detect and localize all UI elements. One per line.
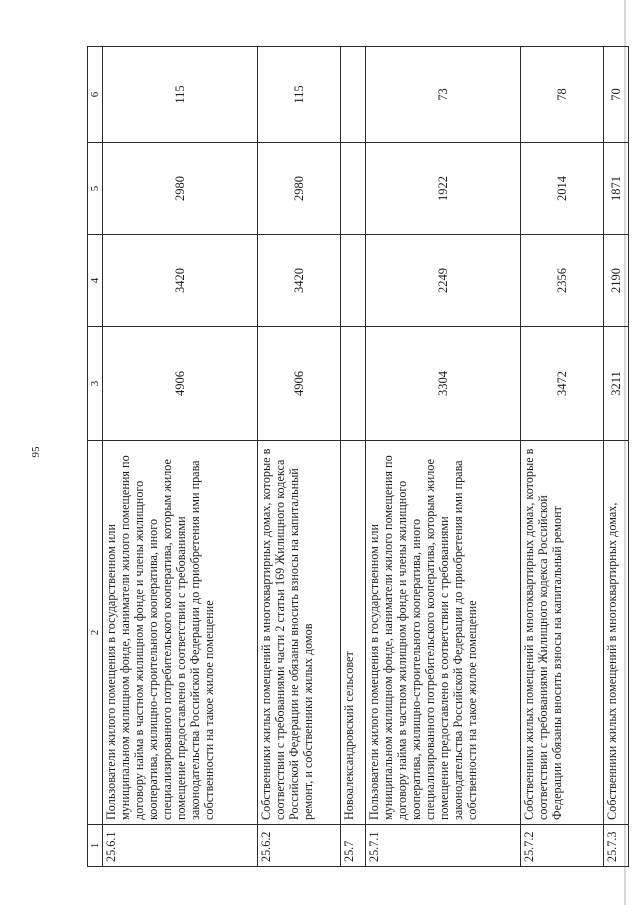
row-value-col5: 2014 <box>521 143 604 235</box>
section-title: Новоалександровский сельсовет <box>341 441 366 825</box>
row-value-col3: 4906 <box>258 327 341 441</box>
row-value-col3: 3304 <box>366 327 521 441</box>
row-description: Собственники жилых помещений в многоквартирных домах, которые в соответствии с требованиями части 2 статьи 169 Жилищного кодекса Российской Федерации не обязаны вносить взносы на капитальный ремонт, и собственники жилых домов <box>258 441 341 825</box>
table-row <box>103 47 258 867</box>
row-description: Пользователи жилого помещения в государственном или муниципальном жилищном фонде, наниматели жилого помещения по договору найма в частном жилищном фонде и члены жилищного кооператива, жилищно-строительного кооператива, иного специализированного потребительского кооператива, которым жилое помещение предоставлено в соответствии с требованиями законодательства Российской Федерации до приобретения ими права собственности на такое жилое помещение <box>103 441 258 825</box>
row-code: 25.7.1 <box>366 825 521 867</box>
row-description: Собственники жилых помещений в многоквартирных домах, <box>604 441 629 825</box>
header-cell-5: 5 <box>88 143 103 235</box>
row-value-col5: 2980 <box>103 143 258 235</box>
row-value-col6: 78 <box>521 47 604 143</box>
row-value-col5 <box>341 143 366 235</box>
row-value-col5: 1922 <box>366 143 521 235</box>
header-cell-4: 4 <box>88 235 103 327</box>
row-value-col5: 1871 <box>604 143 629 235</box>
row-description: Пользователи жилого помещения в государственном или муниципальном жилищном фонде, наниматели жилого помещения по договору найма в частном жилищном фонде и члены жилищного кооператива, жилищно-строительного кооператива, иного специализированного потребительского кооператива, которым жилое помещение предоставлено в соответствии с требованиями законодательства Российской Федерации до приобретения ими права собственности на такое жилое помещение <box>366 441 521 825</box>
section-row <box>341 47 366 867</box>
header-cell-3: 3 <box>88 327 103 441</box>
row-value-col4: 3420 <box>258 235 341 327</box>
header-cell-1: 1 <box>88 825 103 867</box>
row-value-col3: 3472 <box>521 327 604 441</box>
header-cell-2: 2 <box>88 441 103 825</box>
table-header-row <box>88 47 103 867</box>
row-code: 25.6.1 <box>103 825 258 867</box>
row-value-col3: 3211 <box>604 327 629 441</box>
tariff-table <box>87 46 629 867</box>
row-code: 25.7.3 <box>604 825 629 867</box>
row-value-col3: 4906 <box>103 327 258 441</box>
page-number: 95 <box>30 446 42 458</box>
row-value-col6 <box>341 47 366 143</box>
row-value-col6: 73 <box>366 47 521 143</box>
row-value-col6: 70 <box>604 47 629 143</box>
row-value-col4: 2190 <box>604 235 629 327</box>
row-value-col4 <box>341 235 366 327</box>
table-row <box>604 47 629 867</box>
table-row <box>521 47 604 867</box>
row-value-col3 <box>341 327 366 441</box>
table-row <box>258 47 341 867</box>
row-value-col6: 115 <box>103 47 258 143</box>
table-row <box>366 47 521 867</box>
row-value-col5: 2980 <box>258 143 341 235</box>
row-value-col6: 115 <box>258 47 341 143</box>
row-code: 25.7.2 <box>521 825 604 867</box>
header-cell-6: 6 <box>88 47 103 143</box>
rotated-page-content <box>87 47 623 867</box>
row-code: 25.6.2 <box>258 825 341 867</box>
row-value-col4: 2249 <box>366 235 521 327</box>
row-value-col4: 3420 <box>103 235 258 327</box>
row-value-col4: 2356 <box>521 235 604 327</box>
row-description: Собственники жилых помещений в многоквартирных домах, которые в соответствии с требованиями Жилищного кодекса Российской Федерации обязаны вносить взносы на капитальный ремонт <box>521 441 604 825</box>
section-code: 25.7 <box>341 825 366 867</box>
